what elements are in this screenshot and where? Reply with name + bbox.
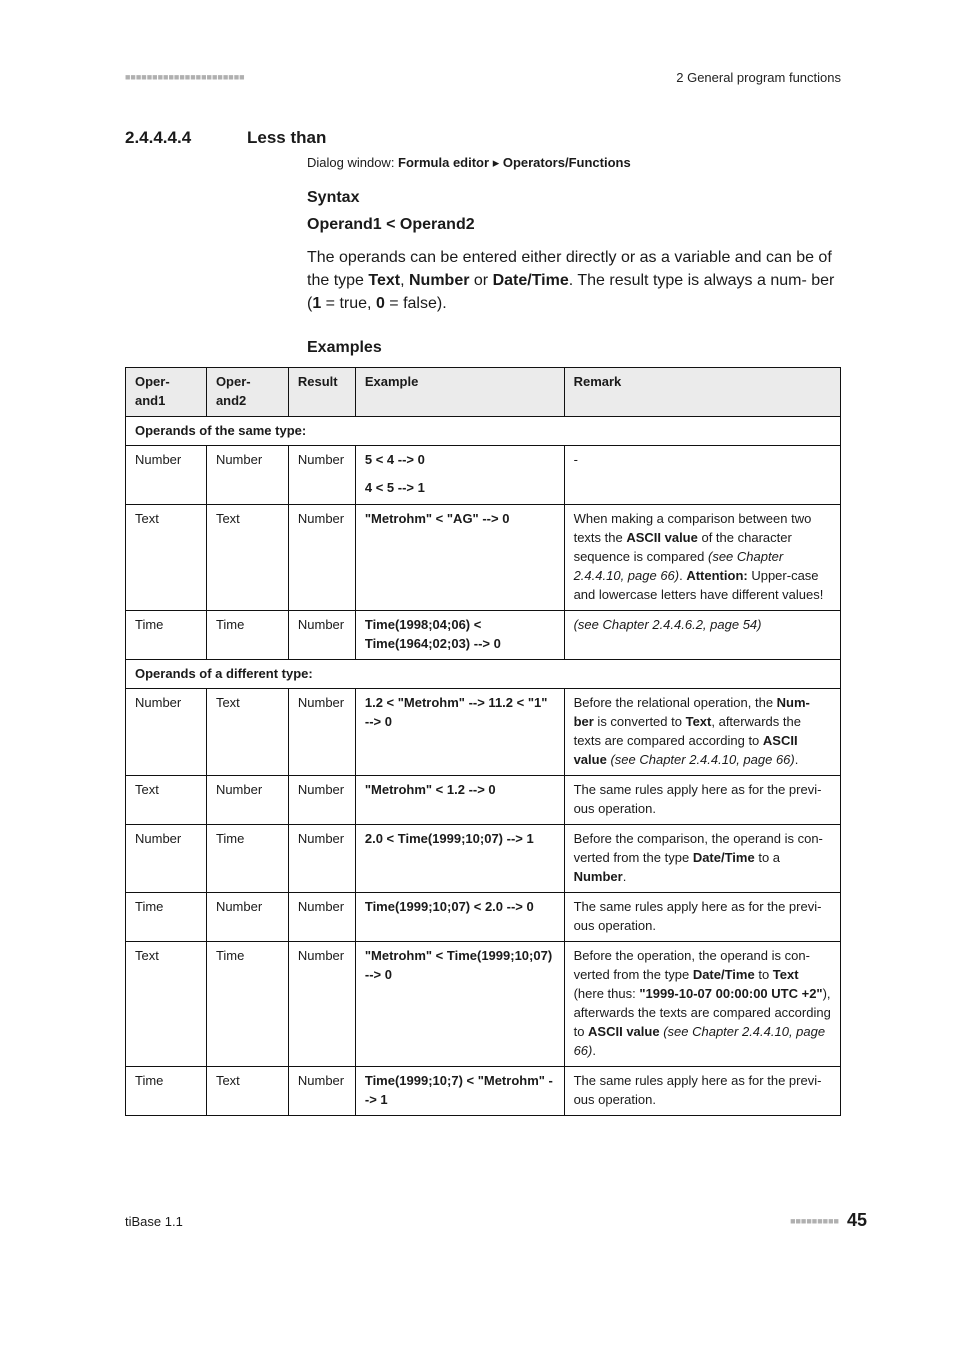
cell-result: Number (288, 893, 355, 942)
remark-bold: Num- ber (573, 695, 810, 729)
cell-example (355, 446, 564, 505)
remark-text: is converted to (593, 714, 686, 729)
table-row (126, 1067, 841, 1116)
remark-text: , afterwards the texts are compared according to (573, 714, 801, 748)
cell-operand1: Text (126, 942, 207, 1067)
cell-operand2: Number (206, 446, 288, 505)
cell-remark: (see Chapter 2.4.4.6.2, page 54) (564, 611, 840, 660)
desc-text: or (469, 272, 493, 289)
desc-text: = true, (321, 295, 376, 312)
table-row (126, 611, 841, 660)
header-decoration: ■■■■■■■■■■■■■■■■■■■■■■ (125, 72, 245, 82)
dialog-path (307, 155, 631, 171)
page-number: 45 (846, 1210, 867, 1230)
desc-bold: Text (368, 272, 401, 289)
cell-remark: The same rules apply here as for the previ- ous operation. (564, 893, 840, 942)
cell-result: Number (288, 689, 355, 776)
remark-bold: Date/Time (692, 967, 755, 982)
cell-result: Number (288, 446, 355, 505)
remark-bold: Date/Time (692, 850, 755, 865)
example-line: 4 < 5 --> 1 (364, 480, 425, 495)
cell-remark (564, 942, 840, 1067)
group-row (126, 417, 841, 446)
table-row (126, 893, 841, 942)
desc-bold: 1 (312, 295, 322, 312)
col-header-operand1: Oper- and1 (126, 368, 207, 417)
cell-result: Number (288, 942, 355, 1067)
cell-operand2: Time (206, 611, 288, 660)
cell-remark (564, 505, 840, 611)
remark-bold: ASCII value (626, 530, 698, 545)
desc-bold: 0 (375, 295, 385, 312)
remark-text: When making a comparison between two texts the (573, 511, 812, 545)
remark-text: . (679, 568, 687, 583)
cell-example: "Metrohm" < "AG" --> 0 (355, 505, 564, 611)
cell-example: "Metrohm" < 1.2 --> 0 (355, 776, 564, 825)
section-title: Less than (247, 128, 327, 147)
dialog-path-formula-editor: Formula editor (398, 155, 490, 170)
desc-bold: Number (408, 272, 470, 289)
col-header-operand2: Oper- and2 (206, 368, 288, 417)
table-row (126, 446, 841, 505)
remark-crossref: (see Chapter 2.4.4.10, page 66) (573, 549, 784, 583)
desc-text: The operands can be entered either directly or as a variable and can be of the type (307, 249, 832, 289)
examples-table (125, 367, 841, 1116)
desc-bold: Date/Time (492, 272, 569, 289)
cell-result: Number (288, 776, 355, 825)
table-row (126, 505, 841, 611)
cell-example: 2.0 < Time(1999;10;07) --> 1 (355, 825, 564, 893)
cell-operand1: Text (126, 776, 207, 825)
remark-text: . (794, 752, 799, 767)
example-line: 5 < 4 --> 0 (364, 452, 425, 467)
cell-result: Number (288, 611, 355, 660)
cell-operand1: Time (126, 1067, 207, 1116)
cell-operand2: Number (206, 776, 288, 825)
cell-result: Number (288, 825, 355, 893)
cell-remark: The same rules apply here as for the previ- ous operation. (564, 1067, 840, 1116)
syntax-formula: Operand1 < Operand2 (307, 216, 475, 233)
group-label-different-type: Operands of a different type: (126, 660, 841, 689)
cell-operand2: Text (206, 1067, 288, 1116)
cell-example: Time(1998;04;06) < Time(1964;02;03) --> 0 (355, 611, 564, 660)
cell-example: Time(1999;10;7) < "Metrohm" --> 1 (355, 1067, 564, 1116)
remark-text: Before the relational operation, the (573, 695, 777, 710)
cell-example: "Metrohm" < Time(1999;10;07) --> 0 (355, 942, 564, 1067)
col-header-remark: Remark (564, 368, 840, 417)
remark-text: to a (754, 850, 781, 865)
remark-bold: ASCII value (573, 733, 798, 767)
col-header-result: Result (288, 368, 355, 417)
description-paragraph (307, 246, 841, 315)
col-header-example: Example (355, 368, 564, 417)
remark-bold: ASCII value (588, 1024, 660, 1039)
remark-text: (here thus: (573, 986, 640, 1001)
remark-text: Upper-case and lowercase letters have different values! (573, 568, 824, 602)
remark-crossref: (see Chapter 2.4.4.10, page 66) (610, 752, 795, 767)
remark-text: of the character sequence is compared (573, 530, 792, 564)
cell-operand2: Time (206, 825, 288, 893)
cell-operand2: Text (206, 505, 288, 611)
group-row (126, 660, 841, 689)
chapter-title: 2 General program functions (676, 70, 841, 85)
group-label-same-type: Operands of the same type: (126, 417, 841, 446)
cell-operand2: Time (206, 942, 288, 1067)
desc-text: . The result type is always a num- ber ( (307, 272, 835, 312)
remark-text: . (592, 1043, 596, 1058)
cell-operand1: Number (126, 446, 207, 505)
desc-text: = false). (384, 295, 447, 312)
cell-example: Time(1999;10;07) < 2.0 --> 0 (355, 893, 564, 942)
remark-text: to (754, 967, 773, 982)
arrow-right-icon: ▸ (492, 155, 500, 170)
cell-example: 1.2 < "Metrohm" --> 11.2 < "1" --> 0 (355, 689, 564, 776)
cell-operand2: Number (206, 893, 288, 942)
table-header-row (126, 368, 841, 417)
remark-bold: Text (685, 714, 712, 729)
cell-operand1: Time (126, 611, 207, 660)
cell-operand1: Number (126, 689, 207, 776)
remark-bold: Text (772, 967, 799, 982)
dialog-path-operators: Operators/Functions (502, 155, 631, 170)
cell-result: Number (288, 505, 355, 611)
cell-operand1: Number (126, 825, 207, 893)
remark-text: ), afterwards the texts are compared according to (573, 986, 831, 1039)
remark-bold: "1999-10-07 00:00:00 UTC +2" (639, 986, 823, 1001)
remark-text: Before the comparison, the operand is con- verted from the type (573, 831, 823, 865)
section-number: 2.4.4.4.4 (125, 128, 192, 147)
cell-operand1: Time (126, 893, 207, 942)
cell-remark: The same rules apply here as for the previ- ous operation. (564, 776, 840, 825)
table-row (126, 942, 841, 1067)
remark-bold: Number (573, 869, 623, 884)
table-row (126, 776, 841, 825)
footer-decoration: ■■■■■■■■■ (790, 1216, 839, 1226)
remark-text: . (622, 869, 627, 884)
dialog-prefix: Dialog window: (307, 155, 399, 170)
product-version: tiBase 1.1 (125, 1214, 183, 1229)
remark-bold: Attention: (686, 568, 748, 583)
cell-remark: - (564, 446, 840, 505)
desc-text: , (400, 272, 409, 289)
syntax-heading: Syntax (307, 189, 360, 206)
table-row (126, 689, 841, 776)
cell-operand1: Text (126, 505, 207, 611)
cell-remark (564, 825, 840, 893)
cell-result: Number (288, 1067, 355, 1116)
table-row (126, 825, 841, 893)
remark-text: Before the operation, the operand is con- verted from the type (573, 948, 810, 982)
cell-operand2: Text (206, 689, 288, 776)
remark-crossref: (see Chapter 2.4.4.10, page 66) (573, 1024, 826, 1058)
cell-remark (564, 689, 840, 776)
examples-heading: Examples (307, 339, 382, 356)
